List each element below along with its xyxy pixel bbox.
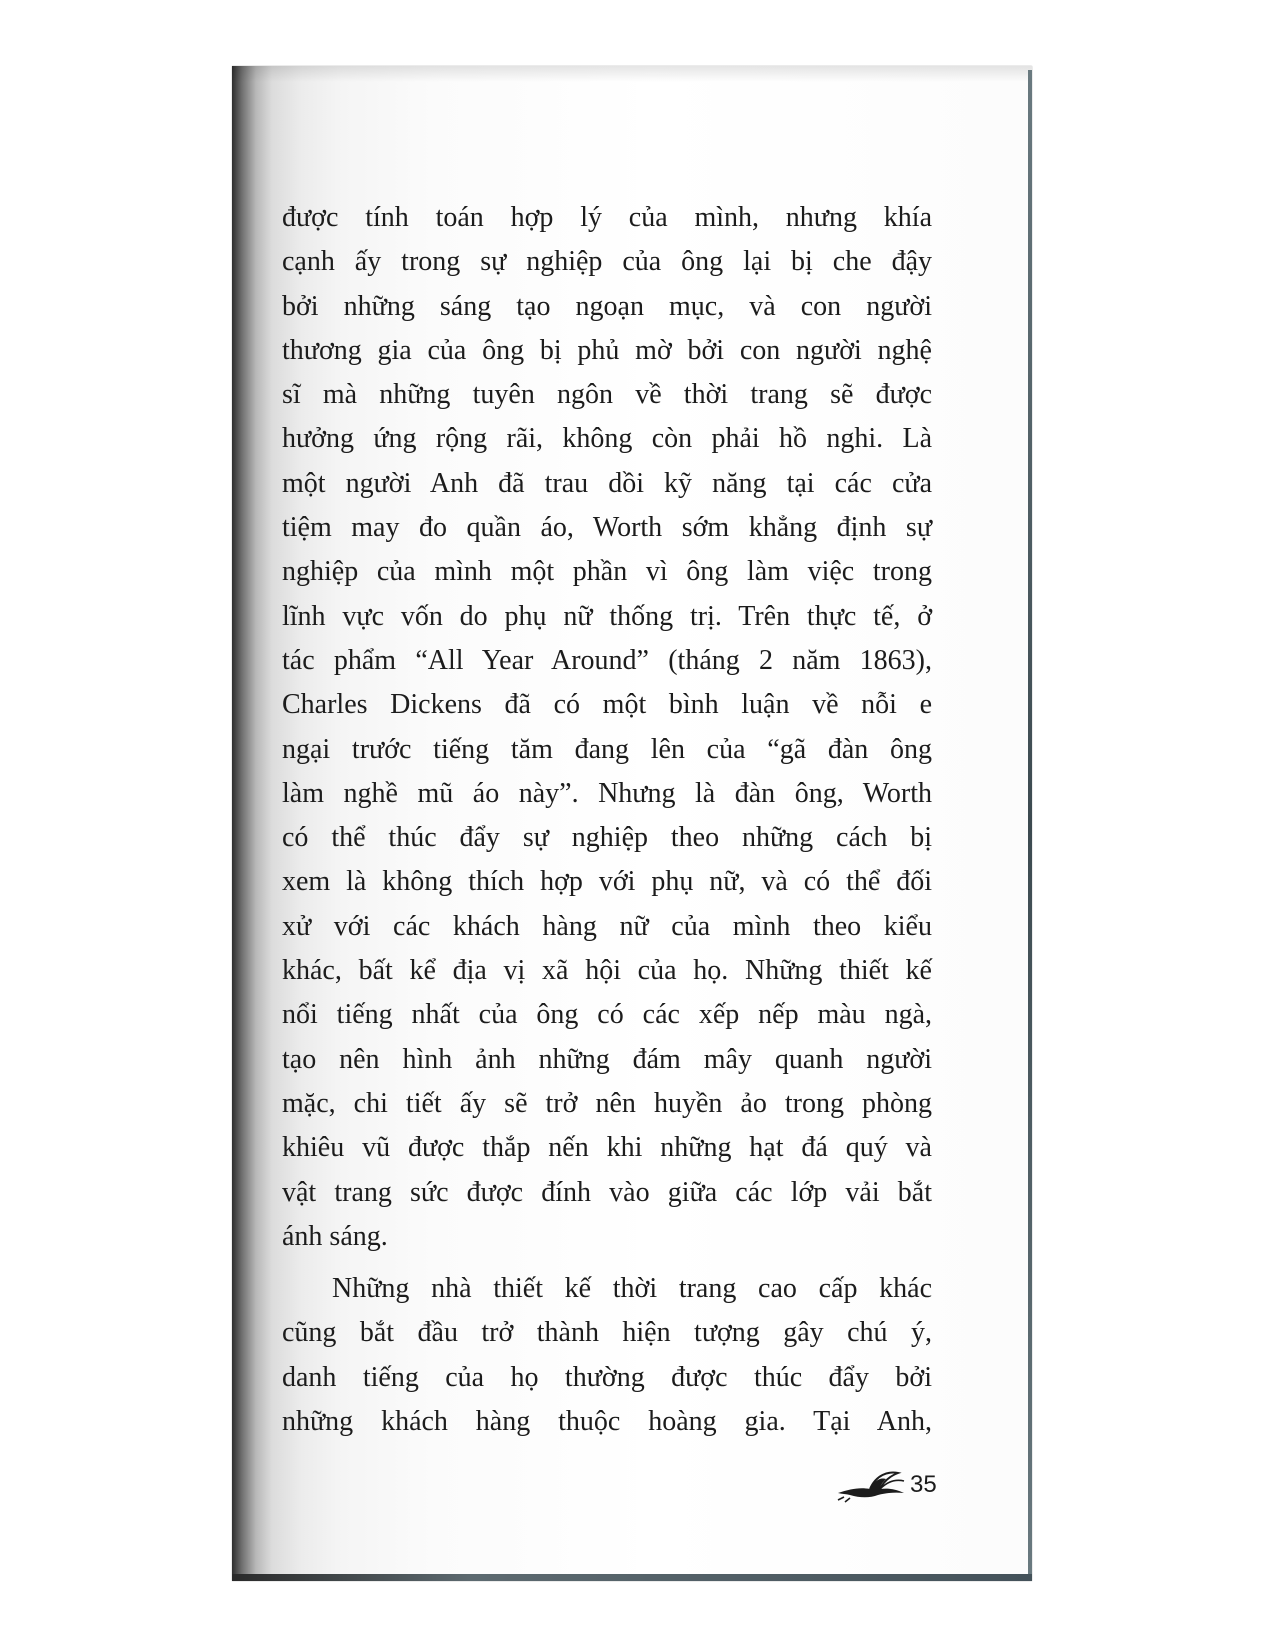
text-line: nổi tiếng nhất của ông có các xếp nếp màu ngà, — [282, 999, 932, 1031]
text-line: xử với các khách hàng nữ của mình theo kiểu — [282, 910, 932, 942]
text-line: nghiệp của mình một phần vì ông làm việc trong — [282, 556, 932, 588]
text-line: tạo nên hình ảnh những đám mây quanh người — [282, 1043, 932, 1075]
text-line: hưởng ứng rộng rãi, không còn phải hồ nghi. Là — [282, 423, 932, 455]
text-line: ánh sáng. — [282, 1220, 388, 1252]
text-line: những khách hàng thuộc hoàng gia. Tại Anh, — [282, 1406, 932, 1438]
text-line: cũng bắt đầu trở thành hiện tượng gây chú ý, — [282, 1317, 932, 1349]
body-text — [282, 196, 932, 1444]
text-line: được tính toán hợp lý của mình, nhưng khía — [282, 202, 932, 233]
text-line: cạnh ấy trong sự nghiệp của ông lại bị che đậy — [282, 246, 932, 278]
text-line: mặc, chi tiết ấy sẽ trở nên huyền ảo trong phòng — [282, 1087, 932, 1119]
page-number: 35 — [910, 1471, 937, 1498]
text-line: làm nghề mũ áo này”. Nhưng là đàn ông, Worth — [282, 777, 932, 809]
text-line: bởi những sáng tạo ngoạn mục, và con người — [282, 290, 932, 322]
paragraph-1 — [282, 196, 932, 1259]
swallow-ornament-icon — [836, 1467, 908, 1503]
text-line: khiêu vũ được thắp nến khi những hạt đá quý và — [282, 1132, 932, 1164]
text-line: khác, bất kể địa vị xã hội của họ. Những thiết kế — [282, 955, 932, 987]
text-line: Những nhà thiết kế thời trang cao cấp khác — [332, 1273, 932, 1305]
text-line: tác phẩm “All Year Around” (tháng 2 năm 1863), — [282, 644, 932, 676]
page-footer — [836, 1465, 937, 1505]
paragraph-2 — [282, 1267, 932, 1444]
text-line: một người Anh đã trau dồi kỹ năng tại các cửa — [282, 467, 932, 499]
text-line: sĩ mà những tuyên ngôn về thời trang sẽ được — [282, 379, 932, 411]
page-edge-right — [1028, 70, 1032, 1578]
text-line: xem là không thích hợp với phụ nữ, và có thể đối — [282, 866, 932, 898]
text-line: danh tiếng của họ thường được thúc đẩy bởi — [282, 1361, 932, 1393]
text-line: vật trang sức được đính vào giữa các lớp vải bắt — [282, 1176, 932, 1208]
text-line: ngại trước tiếng tăm đang lên của “gã đàn ông — [282, 733, 932, 765]
page-edge-bottom — [232, 1574, 1032, 1581]
paragraph-gap — [282, 1259, 932, 1267]
text-line: có thể thúc đẩy sự nghiệp theo những cách bị — [282, 822, 932, 854]
text-line: lĩnh vực vốn do phụ nữ thống trị. Trên thực tế, ở — [282, 600, 932, 632]
text-line: thương gia của ông bị phủ mờ bởi con người nghệ — [282, 334, 932, 366]
text-line: tiệm may đo quần áo, Worth sớm khẳng định sự — [282, 512, 932, 544]
text-line: Charles Dickens đã có một bình luận về nỗi e — [282, 689, 932, 721]
